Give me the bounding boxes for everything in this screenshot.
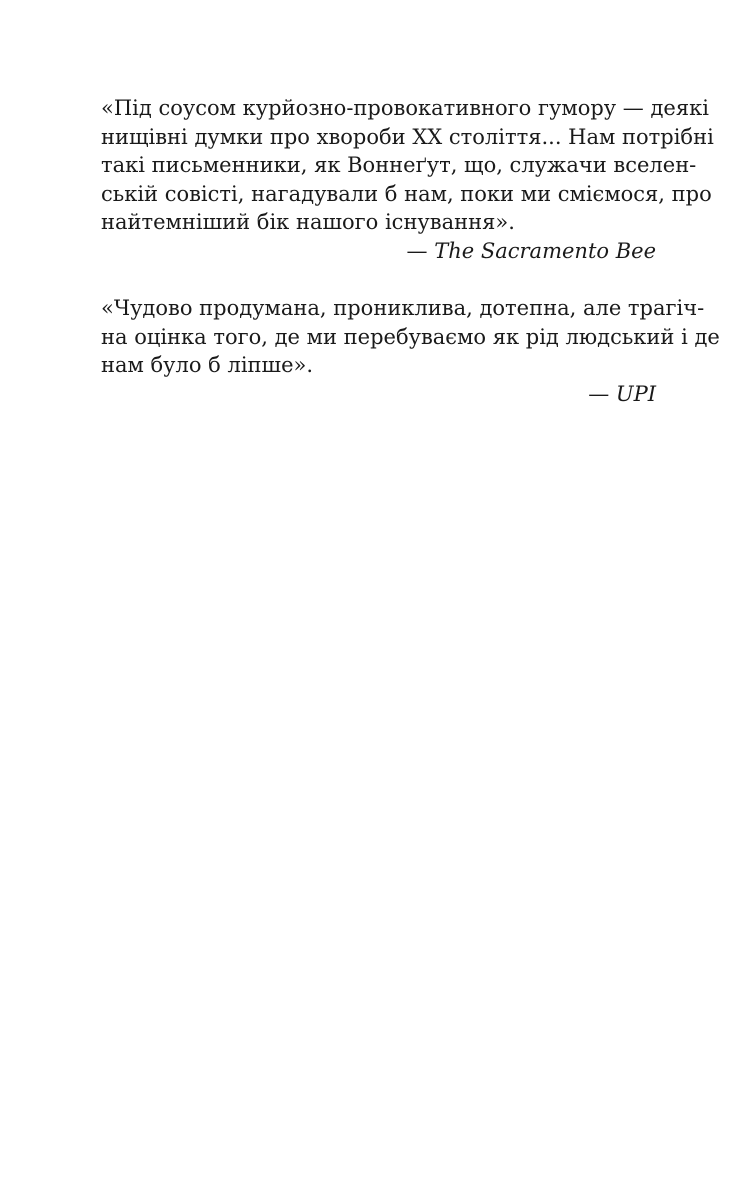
quote-line: «Під соусом курйозно-провокативного гумору — деякі bbox=[101, 96, 709, 120]
review-quote-upi bbox=[101, 294, 720, 408]
quote-line: ській совісті, нагадували б нам, поки ми сміємося, про bbox=[101, 181, 712, 206]
quote-line: нищівні думки про хвороби XX століття... Нам потрібні bbox=[101, 124, 714, 149]
review-quote-sacramento-bee bbox=[101, 94, 714, 266]
quote-attribution bbox=[101, 237, 656, 266]
quote-line: найтемніший бік нашого існування». bbox=[101, 210, 515, 235]
quote-line: такі письменники, як Воннеґут, що, служачи вселен- bbox=[101, 153, 697, 178]
attribution-dash: — bbox=[406, 238, 428, 263]
attribution-dash: — bbox=[588, 381, 610, 406]
quote-line: нам було б ліпше». bbox=[101, 353, 314, 378]
quote-line: на оцінка того, де ми перебуваємо як рід людський і де bbox=[101, 324, 720, 349]
quote-line: «Чудово продумана, прониклива, дотепна, але трагіч- bbox=[101, 296, 705, 320]
quote-attribution bbox=[101, 380, 656, 409]
attribution-source: UPI bbox=[615, 381, 656, 406]
attribution-source: The Sacramento Bee bbox=[434, 238, 656, 263]
